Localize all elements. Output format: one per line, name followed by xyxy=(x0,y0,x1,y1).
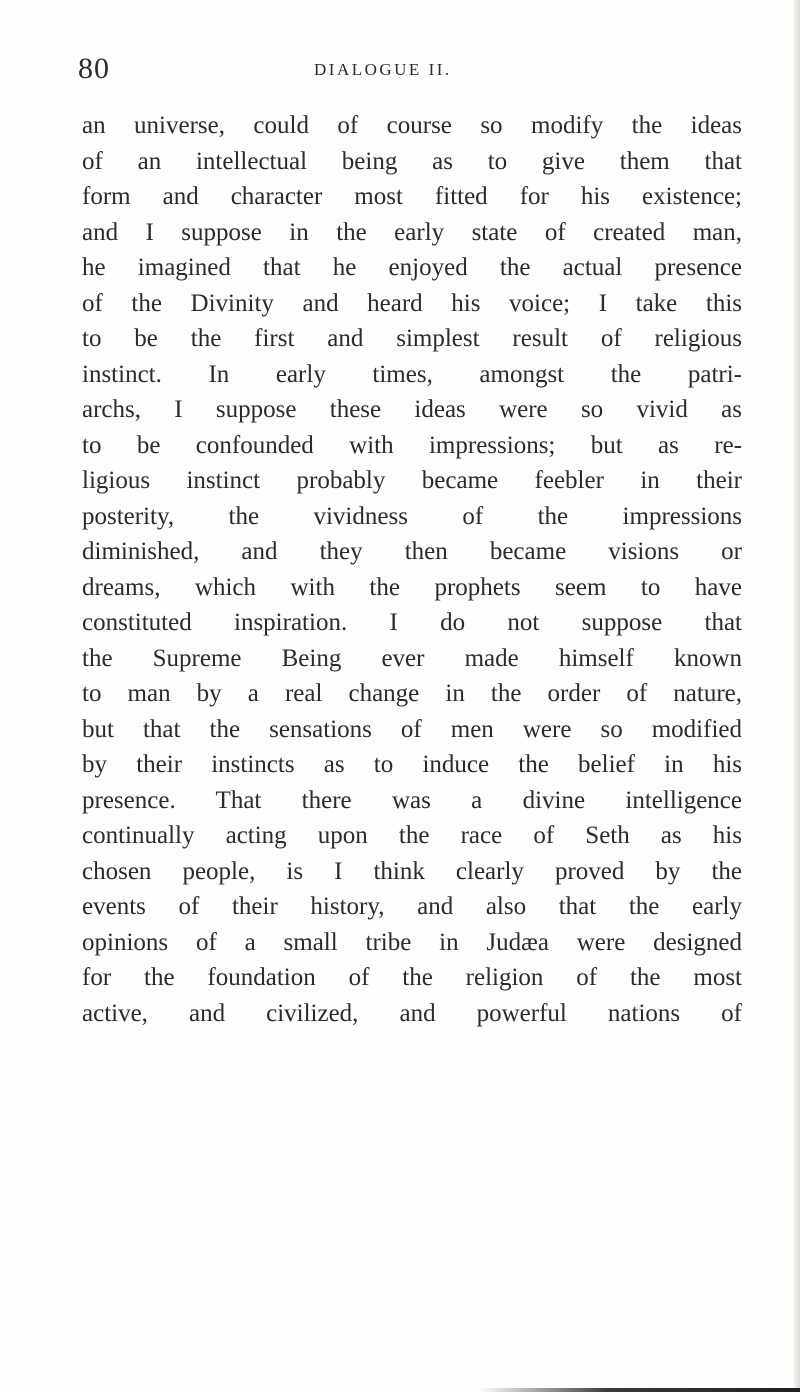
text-line: to be the first and simplest result of religious xyxy=(82,325,742,352)
text-line: for the foundation of the religion of the most xyxy=(82,964,742,991)
page-number: 80 xyxy=(78,52,110,85)
text-line: constituted inspiration. I do not suppose that xyxy=(82,609,742,636)
text-line: the Supreme Being ever made himself known xyxy=(82,644,742,672)
text-line: to man by a real change in the order of nature, xyxy=(82,680,742,707)
text-line: active, and civilized, and powerful nations of xyxy=(82,999,742,1027)
text-line: of the Divinity and heard his voice; I take this xyxy=(82,289,742,317)
text-line: archs, I suppose these ideas were so vivid as xyxy=(82,396,742,423)
text-line: ligious instinct probably became feebler in their xyxy=(82,467,742,494)
text-line: he imagined that he enjoyed the actual presence xyxy=(82,254,742,281)
text-line: by their instincts as to induce the belief in his xyxy=(82,751,742,778)
text-line: events of their history, and also that the early xyxy=(82,893,742,920)
text-line: dreams, which with the prophets seem to have xyxy=(82,573,742,601)
text-line: and I suppose in the early state of created man, xyxy=(82,218,742,246)
page-bottom-shadow xyxy=(480,1388,800,1392)
text-line: presence. That there was a divine intelligence xyxy=(82,786,742,814)
text-line: of an intellectual being as to give them that xyxy=(82,147,742,175)
text-line: chosen people, is I think clearly proved by the xyxy=(82,857,742,885)
text-line: diminished, and they then became visions or xyxy=(82,538,742,565)
page-edge xyxy=(794,0,800,1392)
text-line: instinct. In early times, amongst the patri- xyxy=(82,360,742,388)
text-line: form and character most fitted for his existence; xyxy=(82,183,742,210)
page-header xyxy=(78,52,738,92)
text-line: an universe, could of course so modify the ideas xyxy=(82,112,742,139)
text-line: to be confounded with impressions; but as re- xyxy=(82,431,742,459)
running-head: DIALOGUE II. xyxy=(314,60,452,79)
text-line: posterity, the vividness of the impressions xyxy=(82,502,742,530)
text-line: continually acting upon the race of Seth as his xyxy=(82,822,742,849)
text-line: opinions of a small tribe in Judæa were designed xyxy=(82,928,742,956)
text-line: but that the sensations of men were so modified xyxy=(82,715,742,743)
body-text xyxy=(82,108,742,1031)
